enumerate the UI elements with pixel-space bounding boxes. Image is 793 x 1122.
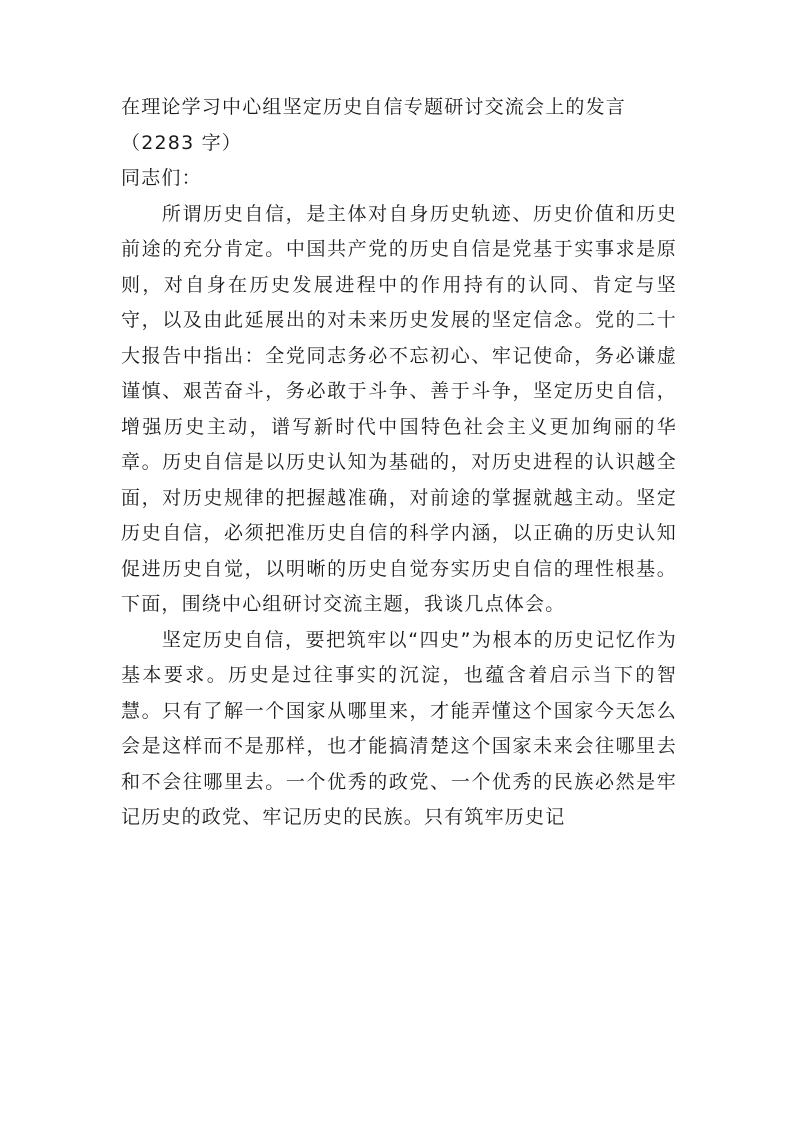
document-title <box>121 90 677 161</box>
paragraph-1: 所谓历史自信，是主体对自身历史轨迹、历史价值和历史前途的充分肯定。中国共产党的历史自信是党基于实事求是原则，对自身在历史发展进程中的作用持有的认同、肯定与坚守，以及由此延展出的对未来历史发展的坚定信念。党的二十大报告中指出：全党同志务必不忘初心、牢记使命，务必谦虚谨慎、艰苦奋斗，务必敢于斗争、善于斗争，坚定历史自信，增强历史主动，谱写新时代中国特色社会主义更加绚丽的华章。历史自信是以历史认知为基础的，对历史进程的认识越全面，对历史规律的把握越准确，对前途的掌握就越主动。坚定历史自信，必须把准历史自信的科学内涵，以正确的历史认知促进历史自觉，以明晰的历史自觉夯实历史自信的理性根基。下面，围绕中心组研讨交流主题，我谈几点体会。 <box>121 202 677 615</box>
word-count: （2283 字） <box>121 131 242 154</box>
salutation: 同志们： <box>121 167 202 189</box>
paragraph-2: 坚定历史自信，要把筑牢以“四史”为根本的历史记忆作为基本要求。历史是过往事实的沉淀，也蕴含着启示当下的智慧。只有了解一个国家从哪里来，才能弄懂这个国家今天怎么会是这样而不是那样，也才能搞清楚这个国家未来会往哪里去和不会往哪里去。一个优秀的政党、一个优秀的民族必然是牢记历史的政党、牢记历史的民族。只有筑牢历史记 <box>121 628 677 828</box>
document-body <box>121 90 677 836</box>
title-text: 在理论学习中心组坚定历史自信专题研讨交流会上的发言 <box>121 96 627 118</box>
